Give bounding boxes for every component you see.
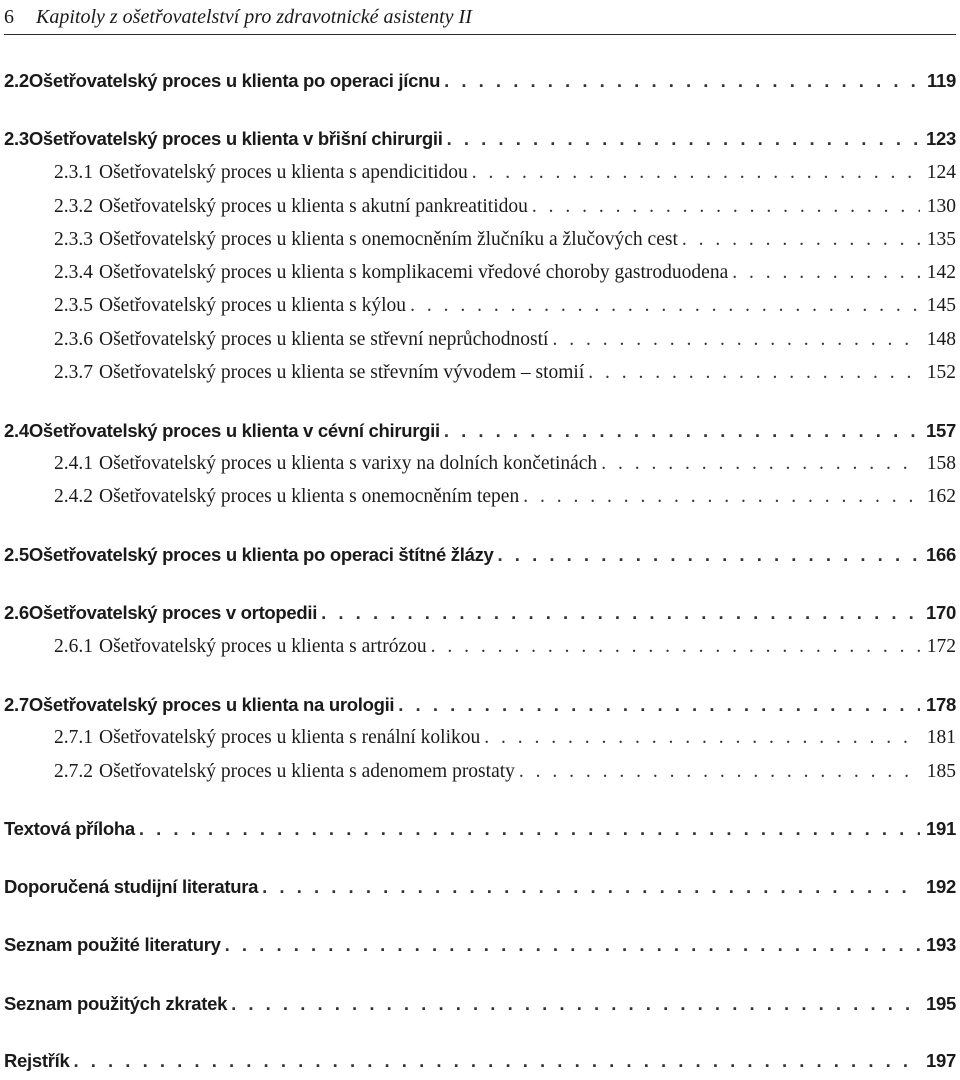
toc-title: Ošetřovatelský proces u klienta v břišní chirurgii <box>28 128 443 149</box>
toc-title: Ošetřovatelský proces u klienta s varixy na dolních končetinách <box>99 453 598 474</box>
dot-leader <box>588 362 920 384</box>
dot-leader <box>532 196 920 218</box>
toc-entry-2-3[interactable] <box>4 128 956 158</box>
toc-number: 2.6.1 <box>54 636 93 657</box>
toc-page: 130 <box>926 196 956 217</box>
dot-leader <box>398 694 920 716</box>
toc-page: 157 <box>926 420 956 441</box>
toc-number: 2.7.1 <box>54 727 93 748</box>
toc-page: 195 <box>926 993 956 1014</box>
toc-title: Seznam použitých zkratek <box>4 993 228 1014</box>
dot-leader <box>498 544 920 566</box>
toc-entry-2-6-1[interactable] <box>4 636 956 666</box>
toc-entry-2-3-6[interactable] <box>4 329 956 359</box>
dot-leader <box>682 229 920 251</box>
dot-leader <box>73 1050 920 1072</box>
toc-page: 185 <box>926 761 956 782</box>
toc-page: 197 <box>926 1050 956 1071</box>
toc-title: Ošetřovatelský proces u klienta se střevní neprůchodností <box>99 329 549 350</box>
toc-title: Ošetřovatelský proces u klienta s kýlou <box>99 295 407 316</box>
toc-number: 2.3.2 <box>54 196 93 217</box>
toc-title: Ošetřovatelský proces u klienta po operaci štítné žlázy <box>28 544 494 565</box>
toc-title: Ošetřovatelský proces u klienta s adenomem prostaty <box>99 761 515 782</box>
toc-number: 2.3.7 <box>54 362 93 383</box>
toc-title: Textová příloha <box>4 818 135 839</box>
toc-page: 170 <box>926 602 956 623</box>
toc-number: 2.3.4 <box>54 262 93 283</box>
dot-leader <box>732 262 920 284</box>
toc-title: Ošetřovatelský proces u klienta s artrózou <box>99 636 427 657</box>
dot-leader <box>444 420 920 442</box>
toc-entry-2-3-2[interactable] <box>4 196 956 226</box>
dot-leader <box>321 602 920 624</box>
toc-page: 192 <box>926 876 956 897</box>
toc-page: 191 <box>926 818 956 839</box>
dot-leader <box>484 727 920 749</box>
toc-entry-rejstrik[interactable] <box>4 1050 956 1080</box>
toc-entry-2-4-1[interactable] <box>4 453 956 483</box>
toc-title: Ošetřovatelský proces u klienta s komplikacemi vředové choroby gastroduodena <box>99 262 729 283</box>
toc-page: 148 <box>926 329 956 350</box>
dot-leader <box>444 70 920 92</box>
toc-number: 2.2 <box>4 70 29 91</box>
toc-number: 2.4 <box>4 420 29 441</box>
toc-entry-2-4-2[interactable] <box>4 486 956 516</box>
toc-page: 158 <box>926 453 956 474</box>
toc-number: 2.4.1 <box>54 453 93 474</box>
toc-entry-2-3-7[interactable] <box>4 362 956 392</box>
toc-title: Ošetřovatelský proces u klienta na urologii <box>28 694 395 715</box>
dot-leader <box>523 486 920 508</box>
dot-leader <box>472 162 920 184</box>
toc-page: 152 <box>926 362 956 383</box>
toc-page: 166 <box>926 544 956 565</box>
toc-entry-textova-priloha[interactable] <box>4 818 956 848</box>
toc-title: Ošetřovatelský proces u klienta po operaci jícnu <box>28 70 441 91</box>
toc-title: Ošetřovatelský proces v ortopedii <box>28 602 318 623</box>
toc-entry-2-3-1[interactable] <box>4 162 956 192</box>
dot-leader <box>552 329 920 351</box>
toc-page: 123 <box>926 128 956 149</box>
toc-entry-2-5[interactable] <box>4 544 956 574</box>
dot-leader <box>519 761 920 783</box>
toc-page: 145 <box>926 295 956 316</box>
toc-number: 2.3.3 <box>54 229 93 250</box>
toc-page: 172 <box>926 636 956 657</box>
toc-title: Seznam použité literatury <box>4 934 221 955</box>
dot-leader <box>139 818 920 840</box>
dot-leader <box>231 993 920 1015</box>
toc-page: 135 <box>926 229 956 250</box>
toc-number: 2.3 <box>4 128 29 149</box>
toc-page: 178 <box>926 694 956 715</box>
toc-entry-2-3-4[interactable] <box>4 262 956 292</box>
toc-title: Ošetřovatelský proces u klienta se střevním vývodem – stomií <box>99 362 585 383</box>
toc-entry-2-3-3[interactable] <box>4 229 956 259</box>
dot-leader <box>431 636 920 658</box>
toc-title: Ošetřovatelský proces u klienta v cévní chirurgii <box>28 420 440 441</box>
dot-leader <box>447 128 920 150</box>
toc-page: 142 <box>926 262 956 283</box>
toc-title: Ošetřovatelský proces u klienta s apendicitidou <box>99 162 468 183</box>
toc-page: 181 <box>926 727 956 748</box>
toc-title: Ošetřovatelský proces u klienta s onemocněním tepen <box>99 486 520 507</box>
toc-number: 2.3.5 <box>54 295 93 316</box>
toc-title: Rejstřík <box>4 1050 70 1071</box>
toc-number: 2.4.2 <box>54 486 93 507</box>
toc-number: 2.3.1 <box>54 162 93 183</box>
toc-page: 162 <box>926 486 956 507</box>
toc-number: 2.5 <box>4 544 29 565</box>
dot-leader <box>601 453 920 475</box>
toc-entry-seznam-zkratek[interactable] <box>4 993 956 1023</box>
toc-number: 2.3.6 <box>54 329 93 350</box>
toc-title: Ošetřovatelský proces u klienta s onemocněním žlučníku a žlučových cest <box>99 229 678 250</box>
toc-entry-2-7-1[interactable] <box>4 727 956 757</box>
toc-entry-2-3-5[interactable] <box>4 295 956 325</box>
toc-number: 2.7 <box>4 694 29 715</box>
toc-entry-2-7-2[interactable] <box>4 761 956 791</box>
dot-leader <box>262 876 920 898</box>
page-number: 6 <box>4 5 14 28</box>
toc-entry-2-2[interactable] <box>4 70 956 100</box>
toc-entry-2-7[interactable] <box>4 694 956 724</box>
toc-page: 119 <box>927 70 956 91</box>
running-title: Kapitoly z ošetřovatelství pro zdravotnické asistenty II <box>36 5 472 28</box>
page-header <box>4 0 956 35</box>
toc-number: 2.6 <box>4 602 29 623</box>
dot-leader <box>410 295 920 317</box>
toc-title: Doporučená studijní literatura <box>4 876 259 897</box>
toc-entry-2-6[interactable] <box>4 602 956 632</box>
toc-title: Ošetřovatelský proces u klienta s akutní pankreatitidou <box>99 196 528 217</box>
toc-title: Ošetřovatelský proces u klienta s renální kolikou <box>99 727 481 748</box>
toc-page: 193 <box>926 934 956 955</box>
toc-number: 2.7.2 <box>54 761 93 782</box>
toc-entry-doporucena-literatura[interactable] <box>4 876 956 906</box>
toc-entry-2-4[interactable] <box>4 420 956 450</box>
dot-leader <box>225 934 920 956</box>
toc-entry-seznam-literatury[interactable] <box>4 934 956 964</box>
toc-page: 124 <box>926 162 956 183</box>
